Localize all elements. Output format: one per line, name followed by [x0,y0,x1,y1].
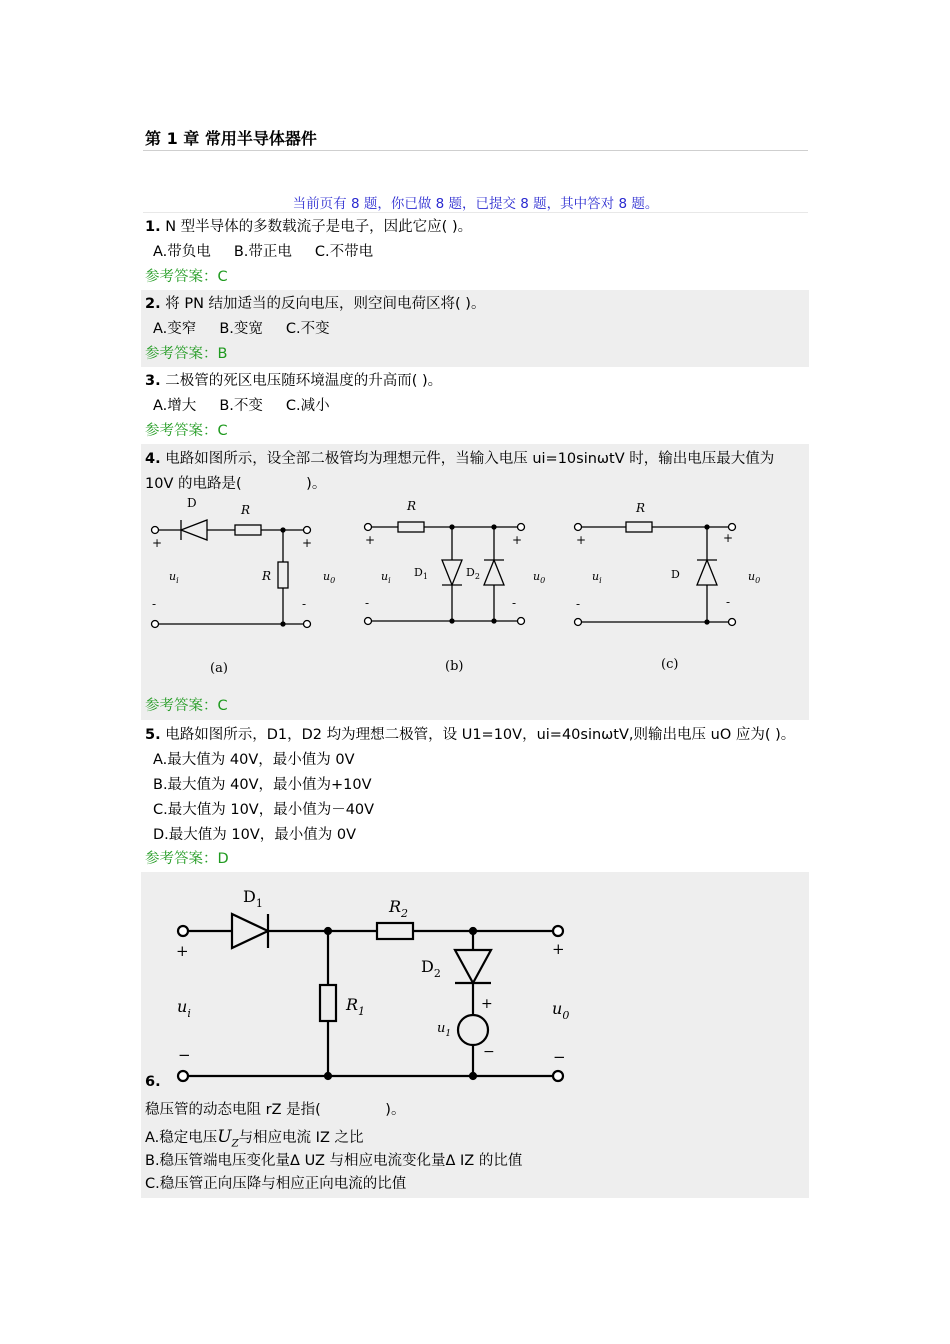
plus-sign: + [481,996,493,1012]
circuit-figures [141,496,809,681]
label-R1: $R_1$ [346,995,366,1018]
plus-sign: + [512,533,523,547]
minus-sign: - [576,597,581,611]
question-6 [141,872,809,1198]
option-b: B.最大值为 40V，最小值为+10V [153,777,372,793]
circuit-q5 [141,872,809,1087]
question-options: A.变窄 B.变宽 C.不变 [153,321,330,337]
plus-sign: + [176,942,189,960]
label-ui: $u_i$ [177,997,191,1020]
question-2 [141,290,809,367]
label-uo: $u_0$ [323,570,336,585]
label-D2: $D_2$ [421,957,441,980]
plus-sign: + [552,940,565,958]
label-R: R [262,569,272,583]
question-stem-line2: 10V 的电路是( )。 [145,476,327,492]
option-c: C.最大值为 10V，最小值为－40V [153,802,375,818]
question-number: 3. [145,373,161,389]
page-title: 第 1 章 常用半导体器件 [145,129,317,148]
question-stem: 电路如图所示，D1，D2 均为理想二极管，设 U1=10V，ui=40sinωtV,则输出电压 uO 应为( )。 [165,727,796,743]
question-text [145,372,442,390]
answer-label: 参考答案： [145,269,218,285]
question-number: 5. [145,727,161,743]
uz-symbol: $U_Z$ [217,1127,239,1150]
minus-sign: - [302,597,307,611]
question-text [145,450,774,468]
minus-sign: - [512,596,517,610]
answer-value: C [217,698,228,714]
question-stem-line1: 电路如图所示，设全部二极管均为理想元件，当输入电压 ui=10sinωtV 时，输出电压最大值为 [165,451,775,467]
label-ui: $u_i$ [592,570,602,585]
minus-sign: - [152,597,157,611]
label-u1: $u_1$ [437,1021,452,1039]
plus-sign: + [723,531,734,545]
question-stem: 二极管的死区电压随环境温度的升高而( )。 [165,373,443,389]
answer-label: 参考答案： [145,423,218,439]
plus-sign: + [576,533,587,547]
title-divider [143,150,808,151]
answer-line [145,422,228,440]
answer-value: C [217,423,228,439]
label-D2: $D_2$ [466,566,480,581]
answer-label: 参考答案： [145,346,218,362]
question-number: 2. [145,296,161,312]
question-stem: N 型半导体的多数载流子是电子，因此它应( )。 [165,219,473,235]
question-text [145,295,485,313]
answer-label: 参考答案： [145,698,218,714]
minus-sign: - [726,595,731,609]
plus-sign: + [365,533,376,547]
question-options: A.带负电 B.带正电 C.不带电 [153,244,374,260]
minus-sign: − [178,1046,191,1064]
label-D1: $D_1$ [243,887,263,910]
label-R2: $R_2$ [389,897,409,920]
answer-line [145,850,229,868]
answer-value: B [217,346,228,362]
status-divider [143,212,808,213]
answer-value: D [217,851,229,867]
question-4 [141,444,809,720]
option-c: C.稳压管正向压降与相应正向电流的比值 [145,1176,407,1192]
question-text [145,218,472,236]
label-D1: $D_1$ [414,566,428,581]
label-uo: $u_0$ [552,999,570,1022]
question-options: A.增大 B.不变 C.减小 [153,398,330,414]
question-number: 4. [145,451,161,467]
plus-sign: + [152,536,163,550]
question-5 [141,720,809,872]
figure-label-b: (b) [445,659,464,674]
label-uo: $u_0$ [533,570,546,585]
minus-sign: − [483,1044,495,1060]
figure-label-a: (a) [210,661,228,676]
question-number: 1. [145,219,161,235]
plus-sign: + [302,536,313,550]
minus-sign: − [553,1048,566,1066]
option-b: B.稳压管端电压变化量Δ UZ 与相应电流变化量Δ IZ 的比值 [145,1153,523,1169]
option-a: A.最大值为 40V，最小值为 0V [153,752,355,768]
option-d: D.最大值为 10V，最小值为 0V [153,827,357,843]
question-number: 6. [145,1074,161,1090]
question-1 [141,214,809,290]
option-a: A.稳定电压$U_Z$与相应电流 IZ 之比 [145,1127,364,1150]
progress-status: 当前页有 8 题，你已做 8 题，已提交 8 题，其中答对 8 题。 [292,196,659,212]
minus-sign: - [365,596,370,610]
question-stem: 稳压管的动态电阻 rZ 是指( )。 [145,1102,406,1118]
label-D: D [187,496,197,510]
answer-label: 参考答案： [145,851,218,867]
question-text [145,726,795,744]
label-R: R [407,499,417,513]
label-R: R [636,501,646,515]
question-3 [141,367,809,444]
label-ui: $u_i$ [169,570,179,585]
label-R: R [241,503,251,517]
answer-line [145,268,228,286]
answer-line [145,345,227,363]
label-ui: $u_i$ [381,570,391,585]
answer-line [145,697,228,715]
label-D: D [671,568,680,581]
label-uo: $u_0$ [748,570,761,585]
answer-value: C [217,269,228,285]
question-stem: 将 PN 结加适当的反向电压，则空间电荷区将( )。 [165,296,486,312]
figure-label-c: (c) [661,657,679,672]
